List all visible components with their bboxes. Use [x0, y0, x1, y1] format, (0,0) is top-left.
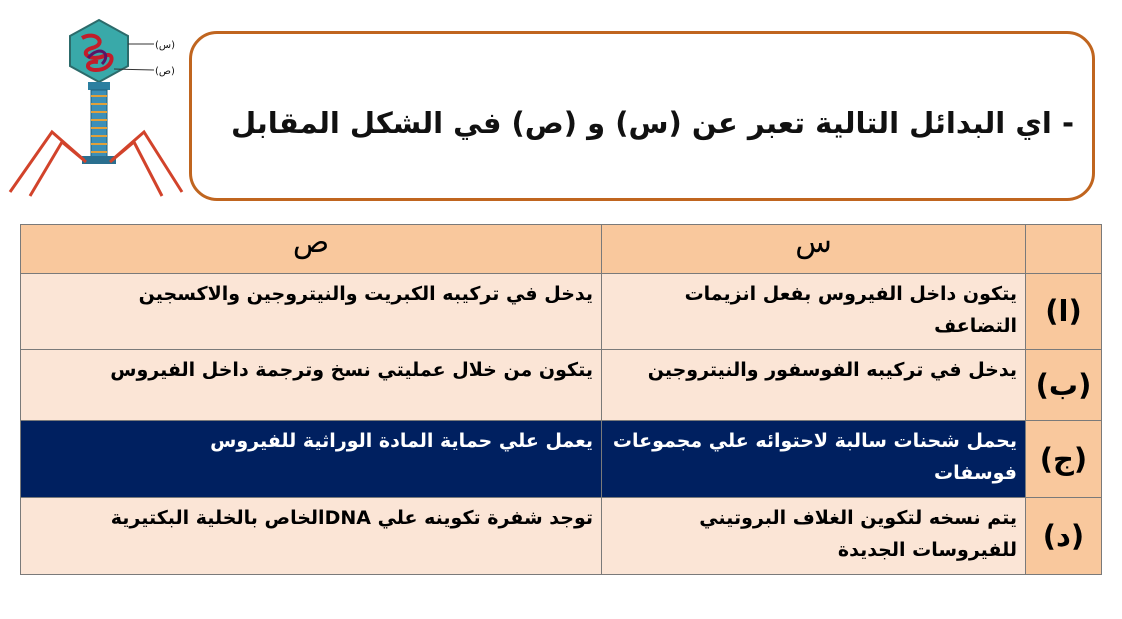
header-s: س: [602, 225, 1026, 274]
option-c-sad: يعمل علي حماية المادة الوراثية للفيروس: [21, 421, 602, 498]
header-sad: ص: [21, 225, 602, 274]
option-d-s: يتم نسخه لتكوين الغلاف البروتيني للفيروسات الجديدة: [602, 498, 1026, 575]
option-letter-c[interactable]: (ج): [1026, 421, 1102, 498]
virus-tail-shape: [91, 90, 107, 158]
option-a-s: يتكون داخل الفيروس بفعل انزيمات التضاعف: [602, 273, 1026, 350]
option-row-b[interactable]: [21, 350, 1102, 421]
question-text: - اي البدائل التالية تعبر عن (س) و (ص) في الشكل المقابل: [231, 106, 1074, 140]
header-empty: [1026, 225, 1102, 274]
option-letter-b[interactable]: (ب): [1026, 350, 1102, 421]
option-row-c[interactable]: [21, 421, 1102, 498]
option-letter-d[interactable]: (د): [1026, 498, 1102, 575]
option-b-sad: يتكون من خلال عمليتي نسخ وترجمة داخل الفيروس: [21, 350, 602, 421]
label-s: (س): [155, 40, 176, 51]
option-d-sad: توجد شفرة تكوينه علي DNAالخاص بالخلية البكتيرية: [21, 498, 602, 575]
option-c-s: يحمل شحنات سالبة لاحتوائه علي مجموعات فوسفات: [602, 421, 1026, 498]
option-a-sad: يدخل في تركيبه الكبريت والنيتروجين والاكسجين: [21, 273, 602, 350]
question-box: [189, 31, 1095, 201]
answers-table: [20, 224, 1102, 575]
option-letter-a[interactable]: (ا): [1026, 273, 1102, 350]
table-header-row: [21, 225, 1102, 274]
option-b-s: يدخل في تركيبه الفوسفور والنيتروجين: [602, 350, 1026, 421]
label-sad: (ص): [155, 66, 175, 77]
option-row-a[interactable]: [21, 273, 1102, 350]
bacteriophage-figure: [4, 14, 188, 198]
option-row-d[interactable]: [21, 498, 1102, 575]
